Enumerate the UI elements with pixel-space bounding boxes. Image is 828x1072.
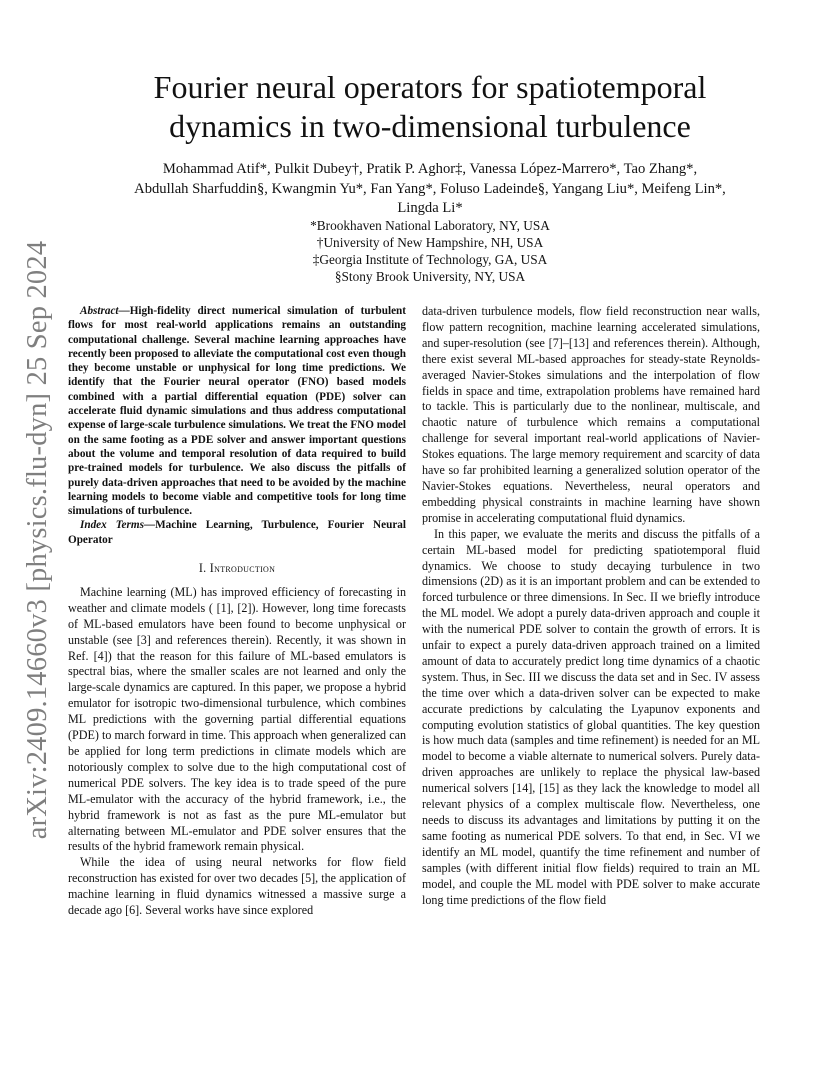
affiliation-1: *Brookhaven National Laboratory, NY, USA — [310, 218, 550, 233]
abstract-label: Abstract — [80, 305, 119, 317]
section-heading-introduction: I. Introduction — [198, 561, 276, 576]
authors-line-1: Mohammad Atif*, Pulkit Dubey†, Pratik P. Aghor‡, Vanessa López-Marrero*, Tao Zhang*, — [162, 161, 698, 177]
index-terms — [68, 518, 406, 547]
body-paragraph-2: In this paper, we evaluate the merits and discuss the pitfalls of a certain ML-based model for predicting spatiotemporal fluid dynamics. We choose to study decaying turbulence in two dimensions (2D) as it is an important problem and can be extended to forced turbulence or three dimensions. In Sec. II we briefly introduce the ML model. We adopt a purely data-driven approach and couple it with the numerical PDE solver to contain the growth of errors. It is unfair to expect a purely data-driven approach trained on a limited amount of data to accurately predict long time dynamics of a chaotic system. Thus, in Sec. III we discuss the data set and in Sec. IV assess the time over which a data-driven solver can be expected to make accurate predictions by calculating the Lyapunov exponents and computing evolution statistics of global quantities. The key question is how much data (samples and time refinement) is needed for an ML model to become a viable alternate to numerical solvers. Purely data-driven approaches are unlikely to replace the physical law-based numerical solvers [14], [15] as they lack the knowledge to model all relevant physics of a complex multiscale flow. Nevertheless, one needs to discuss its advantages and limitations by putting it on the same footing as numerical PDE solvers. To that end, in Sec. VI we identify an ML model, quantify the time refinement and number of samples (with different initial flow fields) required to train an ML model, and couple the ML model with PDE solver to make accurate long time predictions of the flow field — [422, 526, 760, 907]
index-terms-text: —Machine Learning, Turbulence, Fourier Neural Operator — [68, 519, 406, 546]
author-list — [100, 160, 760, 219]
title-line-2: dynamics in two-dimensional turbulence — [169, 108, 691, 144]
affiliation-2: †University of New Hampshire, NH, USA — [316, 235, 544, 250]
paper-title — [100, 68, 760, 146]
left-column — [68, 304, 406, 919]
arxiv-identifier-text: arXiv:2409.14660v3 [physics.flu-dyn] 25 Sep 2024 — [22, 240, 53, 840]
authors-line-3: Lingda Li* — [397, 200, 463, 216]
abstract — [68, 304, 406, 518]
intro-paragraph-1: Machine learning (ML) has improved efficiency of forecasting in weather and climate models ( [1], [2]). However, long time forecasts of ML-based emulators have been found to become unphysical or unstable (see [3] and references therein). Recently, it was shown in Ref. [4]) that the reason for this failure of ML-based emulators is spectral bias, where the smaller scales are not learned and only the large-scale dynamics are captured. In this paper, we propose a hybrid emulator for isotropic two-dimensional turbulence, which combines ML predictions with the governing partial differential equations (PDE) to march forward in time. This approach when generalized can be applied for long term predictions in climate models which are notoriously complex to solve due to the high computational cost of numerical PDE solvers. The key idea is to trade speed of the pure ML-emulator with the accuracy of the hybrid framework, i.e., the hybrid framework is not as fast as the pure ML-emulator but alternating between ML-emulator and PDE solver ensures that the results of the hybrid framework remain physical. — [68, 584, 406, 854]
intro-paragraph-2: While the idea of using neural networks for flow field reconstruction has existed for over two decades [5], the application of machine learning in fluid dynamics witnessed a massive surge a decade ago [6]. Several works have since explored — [68, 855, 406, 918]
title-line-1: Fourier neural operators for spatiotemporal — [153, 69, 707, 105]
affiliation-3: ‡Georgia Institute of Technology, GA, USA — [312, 252, 548, 267]
right-column — [422, 304, 760, 908]
abstract-text: —High-fidelity direct numerical simulation of turbulent flows for most real-world applications remains an outstanding computational challenge. Several machine learning approaches have recently been proposed to alleviate the computational cost even though they become unstable or unphysical for long time predictions. We identify that the Fourier neural operator (FNO) based models combined with a partial differential equation (PDE) solver can accelerate fluid dynamic simulations and thus address computational expense of large-scale turbulence simulations. We treat the FNO model on the same footing as a PDE solver and answer important questions about the volume and temporal resolution of data required to build pre-trained models for turbulence. We also discuss the pitfalls of purely data-driven approaches that need to be avoided by the machine learning models to become viable and competitive tools for long time simulations of turbulence. — [68, 305, 406, 518]
affiliation-4: §Stony Brook University, NY, USA — [334, 269, 526, 284]
authors-line-2: Abdullah Sharfuddin§, Kwangmin Yu*, Fan Yang*, Foluso Ladeinde§, Yangang Liu*, Meifeng Lin*, — [134, 180, 726, 197]
index-terms-label: Index Terms — [80, 519, 144, 532]
affiliations — [100, 217, 760, 285]
arxiv-identifier — [18, 240, 58, 840]
body-paragraph-1: data-driven turbulence models, flow field reconstruction near walls, flow pattern recognition, machine learning accelerated simulations, and super-resolution (see [7]–[13] and references therein). Although, there exist several ML-based approaches for steady-state Reynolds-averaged Navier-Stokes simulations and the interpolation of flow fields in space and time, extrapolation problems have remained hard to tackle. This is particularly due to the nonlinear, multiscale, and chaotic nature of turbulence which remains a computational challenge for several important real-world applications of Navier-Stokes equations. The large memory requirement and scarcity of data have so far prohibited learning a generalized solution operator of the Navier-Stokes equations. Nevertheless, neural operators and embedding physical constraints in machine learning have shown promise in accelerating computational fluid dynamics. — [422, 304, 760, 525]
